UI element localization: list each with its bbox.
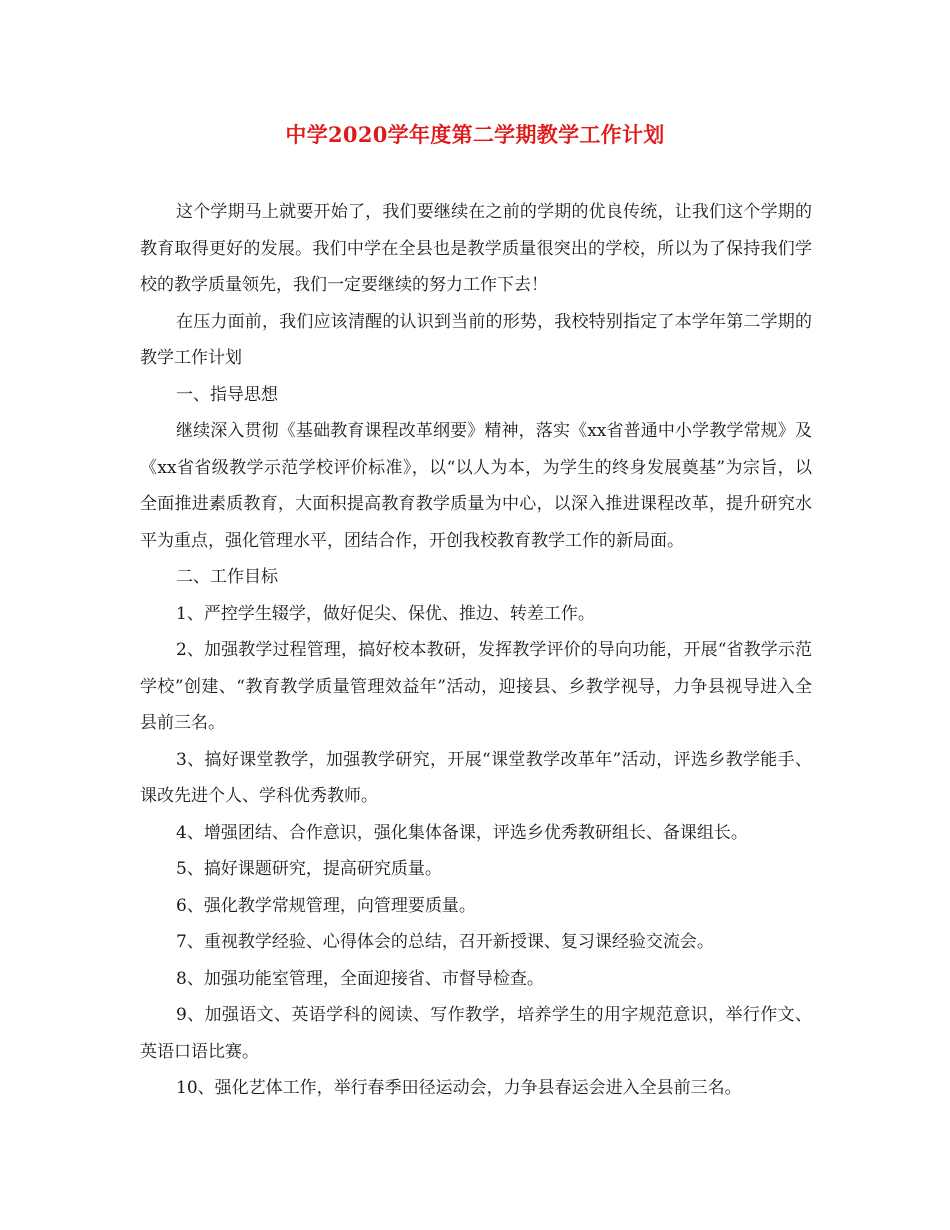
intro-paragraph: 这个学期马上就要开始了，我们要继续在之前的学期的优良传统，让我们这个学期的教育取得更好的发展。我们中学在全县也是教学质量很突出的学校，所以为了保持我们学校的教学质量领先，我们一定要继续的努力工作下去！ bbox=[140, 202, 812, 295]
section-heading-guiding-ideology: 一、指导思想 bbox=[176, 384, 278, 405]
goal-item-3: 3、搞好课堂教学，加强教学研究，开展“课堂教学改革年”活动，评选乡教学能手、课改先进个人、学科优秀教师。 bbox=[140, 749, 812, 806]
document-body bbox=[140, 194, 812, 1107]
goal-item-1: 1、严控学生辍学，做好促尖、保优、推边、转差工作。 bbox=[176, 603, 595, 624]
goal-item-7: 7、重视教学经验、心得体会的总结，召开新授课、复习课经验交流会。 bbox=[176, 932, 714, 952]
goal-item-2: 2、加强教学过程管理，搞好校本教研，发挥教学评价的导向功能，开展“省教学示范学校”创建、“教育教学质量管理效益年”活动，迎接县、乡教学视导，力争县视导进入全县前三名。 bbox=[140, 640, 812, 733]
goal-item-4: 4、增强团结、合作意识，强化集体备课，评选乡优秀教研组长、备课组长。 bbox=[176, 822, 748, 843]
goal-item-6: 6、强化教学常规管理，向管理要质量。 bbox=[176, 895, 476, 916]
document-title: 中学2020学年度第二学期教学工作计划 bbox=[285, 122, 665, 147]
goal-item-9: 9、加强语文、英语学科的阅读、写作教学，培养学生的用字规范意识，举行作文、英语口语比赛。 bbox=[140, 1005, 812, 1062]
goal-item-5: 5、搞好课题研究，提高研究质量。 bbox=[176, 859, 442, 879]
goal-item-8: 8、加强功能室管理，全面迎接省、市督导检查。 bbox=[176, 968, 544, 989]
goal-item-10: 10、强化艺体工作，举行春季田径运动会，力争县春运会进入全县前三名。 bbox=[176, 1078, 742, 1098]
context-paragraph: 在压力面前，我们应该清醒的认识到当前的形势，我校特别指定了本学年第二学期的教学工作计划 bbox=[140, 311, 812, 368]
section-heading-work-goals: 二、工作目标 bbox=[176, 567, 278, 587]
guiding-ideology-paragraph: 继续深入贯彻《基础教育课程改革纲要》精神，落实《xx省普通中小学教学常规》及《xx省省级教学示范学校评价标准》，以“以人为本，为学生的终身发展奠基”为宗旨，以全面推进素质教育，大面积提高教育教学质量为中心，以深入推进课程改革，提升研究水平为重点，强化管理水平，团结合作，开创我校教育教学工作的新局面。 bbox=[140, 421, 812, 551]
